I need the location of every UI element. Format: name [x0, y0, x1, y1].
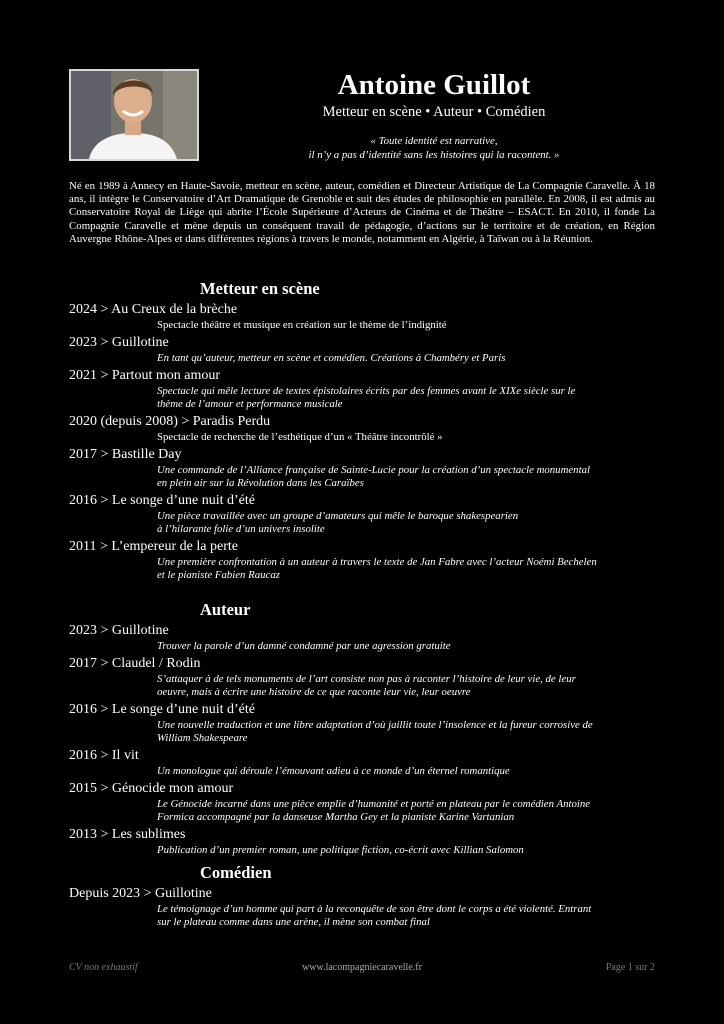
- entry-title: Depuis 2023 > Guillotine: [69, 886, 212, 901]
- entry-description: [157, 510, 653, 536]
- entry-description-line: Une pièce travaillée avec un groupe d’amateurs qui mêle le baroque shakespearien: [157, 510, 519, 522]
- entry-title: 2016 > Le songe d’une nuit d’été: [69, 493, 255, 508]
- entry-description: [157, 464, 653, 490]
- entry-description: [157, 903, 653, 929]
- page-number: Page 1 sur 2: [605, 962, 655, 973]
- entry-description-line: thème de l’amour et performance musicale: [157, 398, 343, 410]
- cv-entry: [69, 413, 655, 444]
- profile-photo: [69, 69, 199, 161]
- entry-description-line: S’attaquer à de tels monuments de l’art consiste non pas à raconter l’histoire de leur vie, de leur: [157, 673, 576, 685]
- cv-entry: [69, 655, 655, 699]
- cv-entry: [69, 538, 655, 582]
- quote: [214, 134, 654, 162]
- cv-entry: [69, 780, 655, 824]
- entry-title: 2011 > L’empereur de la perte: [69, 539, 238, 554]
- person-roles: Metteur en scène • Auteur • Comédien: [322, 104, 546, 120]
- entry-title: 2017 > Bastille Day: [69, 447, 182, 462]
- entry-description-line: Une nouvelle traduction et une libre adaptation d’où jaillit toute l’insolence et la fureur corrosive de: [157, 719, 593, 731]
- cv-entry: [69, 301, 655, 332]
- section-title: Metteur en scène: [200, 279, 320, 298]
- entry-description-line: Un monologue qui déroule l’émouvant adieu à ce monde d’un éternel romantique: [157, 765, 510, 777]
- footer: [69, 962, 655, 976]
- entry-description-line: En tant qu’auteur, metteur en scène et comédien. Créations à Chambéry et Paris: [157, 352, 506, 364]
- entry-description: [157, 765, 653, 778]
- entry-description-line: Une commande de l’Alliance française de Sainte-Lucie pour la création d’un spectacle monumental: [157, 464, 590, 476]
- cv-entry: [69, 885, 655, 929]
- entry-description-line: Une première confrontation à un auteur à travers le texte de Jan Fabre avec l’acteur Noémi Bechelen: [157, 556, 597, 568]
- cv-section: [69, 863, 655, 929]
- cv-section: [69, 600, 655, 857]
- entry-title: 2017 > Claudel / Rodin: [69, 656, 201, 671]
- entry-description: [157, 385, 653, 411]
- cv-section: [69, 279, 655, 582]
- person-name: Antoine Guillot: [337, 69, 531, 101]
- cv-entry: [69, 622, 655, 653]
- entry-description-line: sur le plateau comme dans une arène, il mène son combat final: [157, 916, 430, 928]
- entry-description-line: Le Génocide incarné dans une pièce emplie d’humanité et porté en plateau par le comédien Antoine: [157, 798, 591, 810]
- entry-description-line: Trouver la parole d’un damné condamné par une agression gratuite: [157, 640, 451, 652]
- entry-title: 2020 (depuis 2008) > Paradis Perdu: [69, 414, 271, 429]
- cv-entry: [69, 367, 655, 411]
- entry-title: 2015 > Génocide mon amour: [69, 781, 234, 796]
- entry-description-line: Spectacle théâtre et musique en création sur le thème de l’indignité: [157, 319, 447, 331]
- cv-entry: [69, 492, 655, 536]
- entry-description: [157, 319, 653, 332]
- entry-title: 2023 > Guillotine: [69, 335, 169, 350]
- header: [214, 68, 654, 162]
- entry-description-line: Spectacle de recherche de l’esthétique d’un « Théâtre incontrôlé »: [157, 431, 443, 443]
- entry-description: [157, 431, 653, 444]
- entry-description: [157, 798, 653, 824]
- website-link[interactable]: www.lacompagniecaravelle.fr: [302, 962, 422, 973]
- cv-entry: [69, 826, 655, 857]
- entry-description-line: Spectacle qui mêle lecture de textes épistolaires écrits par des femmes avant le XIXe siècle sur le: [157, 385, 576, 397]
- entry-description: [157, 556, 653, 582]
- entry-title: 2013 > Les sublimes: [69, 827, 186, 842]
- quote-line-2: il n’y a pas d’identité sans les histoires qui la racontent. »: [308, 149, 560, 161]
- entry-description-line: et le pianiste Fabien Raucaz: [157, 569, 280, 581]
- entry-description: [157, 640, 653, 653]
- section-title: Auteur: [200, 600, 251, 619]
- entry-description-line: Le témoignage d’un homme qui part à la reconquête de son être dont le corps a été violenté. Entrant: [157, 903, 592, 915]
- entry-description: [157, 352, 653, 365]
- entry-description-line: à l’hilarante folie d’un univers insolite: [157, 523, 325, 535]
- biography: Né en 1989 à Annecy en Haute-Savoie, metteur en scène, auteur, comédien et Directeur Artistique de La Compagnie Caravelle. À 18 ans, il intègre le Conservatoire d’Art Dramatique de Grenoble et suit des études de philosophie en parallèle. En 2008, il est admis au Conservatoire Royal de Liège qui abrite l’École Supérieure d’Acteurs de Cinéma et de Théâtre – ESACT. En 2010, il fonde La Compagnie Caravelle et mène depuis un conséquent travail de pédagogie, d’actions sur le territoire et de création, en Région Auvergne Rhône-Alpes et dans différentes régions à travers le monde, notamment en Algérie, à Taïwan ou à la Réunion.: [69, 180, 655, 245]
- entry-title: 2023 > Guillotine: [69, 623, 169, 638]
- entry-title: 2016 > Il vit: [69, 748, 139, 763]
- entry-title: 2024 > Au Creux de la brèche: [69, 302, 238, 317]
- entry-description-line: en plein air sur la Révolution dans les Caraïbes: [157, 477, 364, 489]
- cv-entry: [69, 701, 655, 745]
- cv-entry: [69, 446, 655, 490]
- cv-entry: [69, 334, 655, 365]
- entry-description: [157, 844, 653, 857]
- entry-title: 2021 > Partout mon amour: [69, 368, 220, 383]
- quote-line-1: « Toute identité est narrative,: [370, 135, 498, 147]
- entry-description: [157, 719, 653, 745]
- entry-description-line: William Shakespeare: [157, 732, 248, 744]
- entry-description-line: Publication d’un premier roman, une politique fiction, co-écrit avec Killian Salomon: [157, 844, 524, 856]
- footer-note: CV non exhaustif: [69, 962, 138, 973]
- entry-description-line: Formica accompagné par la danseuse Martha Gey et la pianiste Karine Vartanian: [157, 811, 515, 823]
- cv-entry: [69, 747, 655, 778]
- section-title: Comédien: [200, 863, 272, 882]
- entry-description-line: oeuvre, mais à écrire une histoire de ce que raconte leur vie, leur oeuvre: [157, 686, 471, 698]
- entry-title: 2016 > Le songe d’une nuit d’été: [69, 702, 255, 717]
- entry-description: [157, 673, 653, 699]
